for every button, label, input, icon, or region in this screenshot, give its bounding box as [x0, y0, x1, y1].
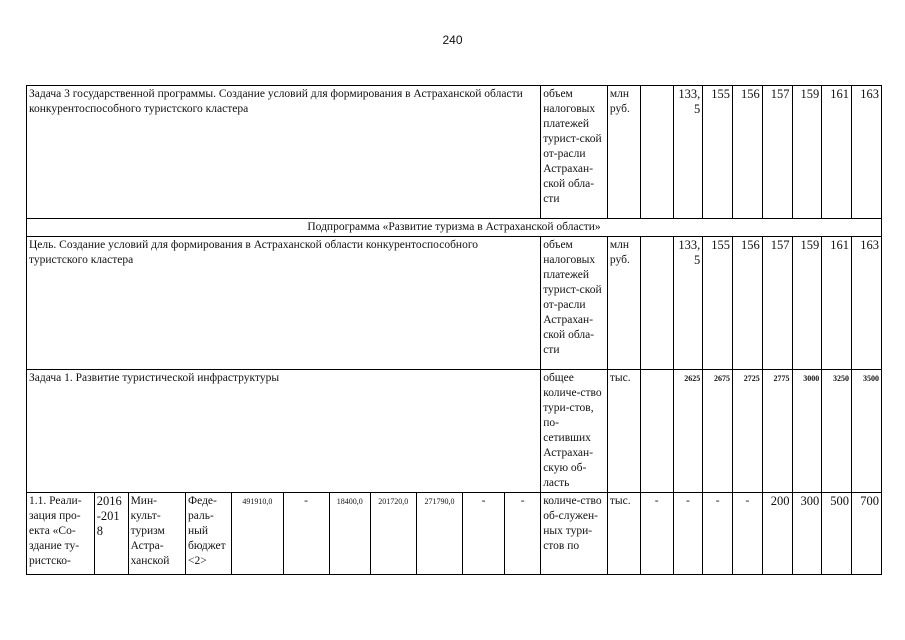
goal-value: 163	[852, 237, 882, 370]
measure-executor: Мин-культ-туризм Астра-ханской	[128, 493, 185, 575]
task3-indicator: объем налоговых платежей турист-ской от-расли Астрахан-ской обла-сти	[541, 86, 608, 219]
task3-value: 156	[733, 86, 763, 219]
goal-empty	[640, 237, 673, 370]
goal-title: Цель. Создание условий для формирования в Астраханской области конкурентоспособного туристского кластера	[27, 237, 541, 370]
goal-unit: млн руб.	[607, 237, 640, 370]
measure-year-value: 271790,0	[416, 493, 462, 575]
measure-name: 1.1. Реали-зация про-екта «Со-здание ту-ристско-	[27, 493, 95, 575]
task3-value: 161	[822, 86, 852, 219]
subprogram-title: Подпрограмма «Развитие туризма в Астраханской области»	[27, 219, 882, 237]
measure-value: 300	[792, 493, 822, 575]
measure-year-value: -	[463, 493, 505, 575]
goal-value: 161	[822, 237, 852, 370]
page-number: 240	[442, 33, 463, 47]
measure-year-value: 201720,0	[370, 493, 416, 575]
measure-value: -	[640, 493, 673, 575]
measure-period: 2016-2018	[94, 493, 128, 575]
measure-unit: тыс.	[607, 493, 640, 575]
task1-indicator: общее количе-ство тури-стов, по-сетивших Астрахан-скую об-ласть	[541, 370, 608, 493]
table-row	[27, 86, 882, 219]
goal-value: 133,5	[673, 237, 703, 370]
task1-empty	[640, 370, 673, 493]
table-row	[27, 237, 882, 370]
measure-value: 700	[852, 493, 882, 575]
measure-value: -	[673, 493, 703, 575]
measure-value: 500	[822, 493, 852, 575]
task3-value: 133,5	[673, 86, 703, 219]
task1-value: 3000	[792, 370, 822, 493]
task1-value: 2775	[762, 370, 792, 493]
measure-year-value: 18400,0	[329, 493, 370, 575]
measure-year-value: -	[283, 493, 329, 575]
task1-value: 3250	[822, 370, 852, 493]
goal-value: 156	[733, 237, 763, 370]
goal-value: 155	[703, 237, 733, 370]
table-row	[27, 219, 882, 237]
task1-title: Задача 1. Развитие туристической инфраструктуры	[27, 370, 541, 493]
measure-value: -	[703, 493, 733, 575]
task3-empty	[640, 86, 673, 219]
goal-indicator: объем налоговых платежей турист-ской от-расли Астрахан-ской обла-сти	[541, 237, 608, 370]
task1-value: 2725	[733, 370, 763, 493]
task3-value: 159	[792, 86, 822, 219]
measure-source: Феде-раль-ный бюджет <2>	[186, 493, 232, 575]
table-row	[27, 370, 882, 493]
goal-value: 159	[792, 237, 822, 370]
task1-value: 2675	[703, 370, 733, 493]
measure-year-value: -	[505, 493, 541, 575]
task3-value: 163	[852, 86, 882, 219]
task3-value: 157	[762, 86, 792, 219]
measure-value: 200	[762, 493, 792, 575]
measure-indicator: количе-ство об-служен-ных тури-стов по	[541, 493, 608, 575]
task3-title: Задача 3 государственной программы. Создание условий для формирования в Астраханской области конкурентоспособного туристского кластера	[27, 86, 541, 219]
indicators-table	[26, 85, 882, 575]
task1-unit: тыс.	[607, 370, 640, 493]
task3-unit: млн руб.	[607, 86, 640, 219]
table-row	[27, 493, 882, 575]
measure-value: -	[733, 493, 763, 575]
goal-value: 157	[762, 237, 792, 370]
measure-total: 491910,0	[232, 493, 283, 575]
task1-value: 3500	[852, 370, 882, 493]
task3-value: 155	[703, 86, 733, 219]
task1-value: 2625	[673, 370, 703, 493]
